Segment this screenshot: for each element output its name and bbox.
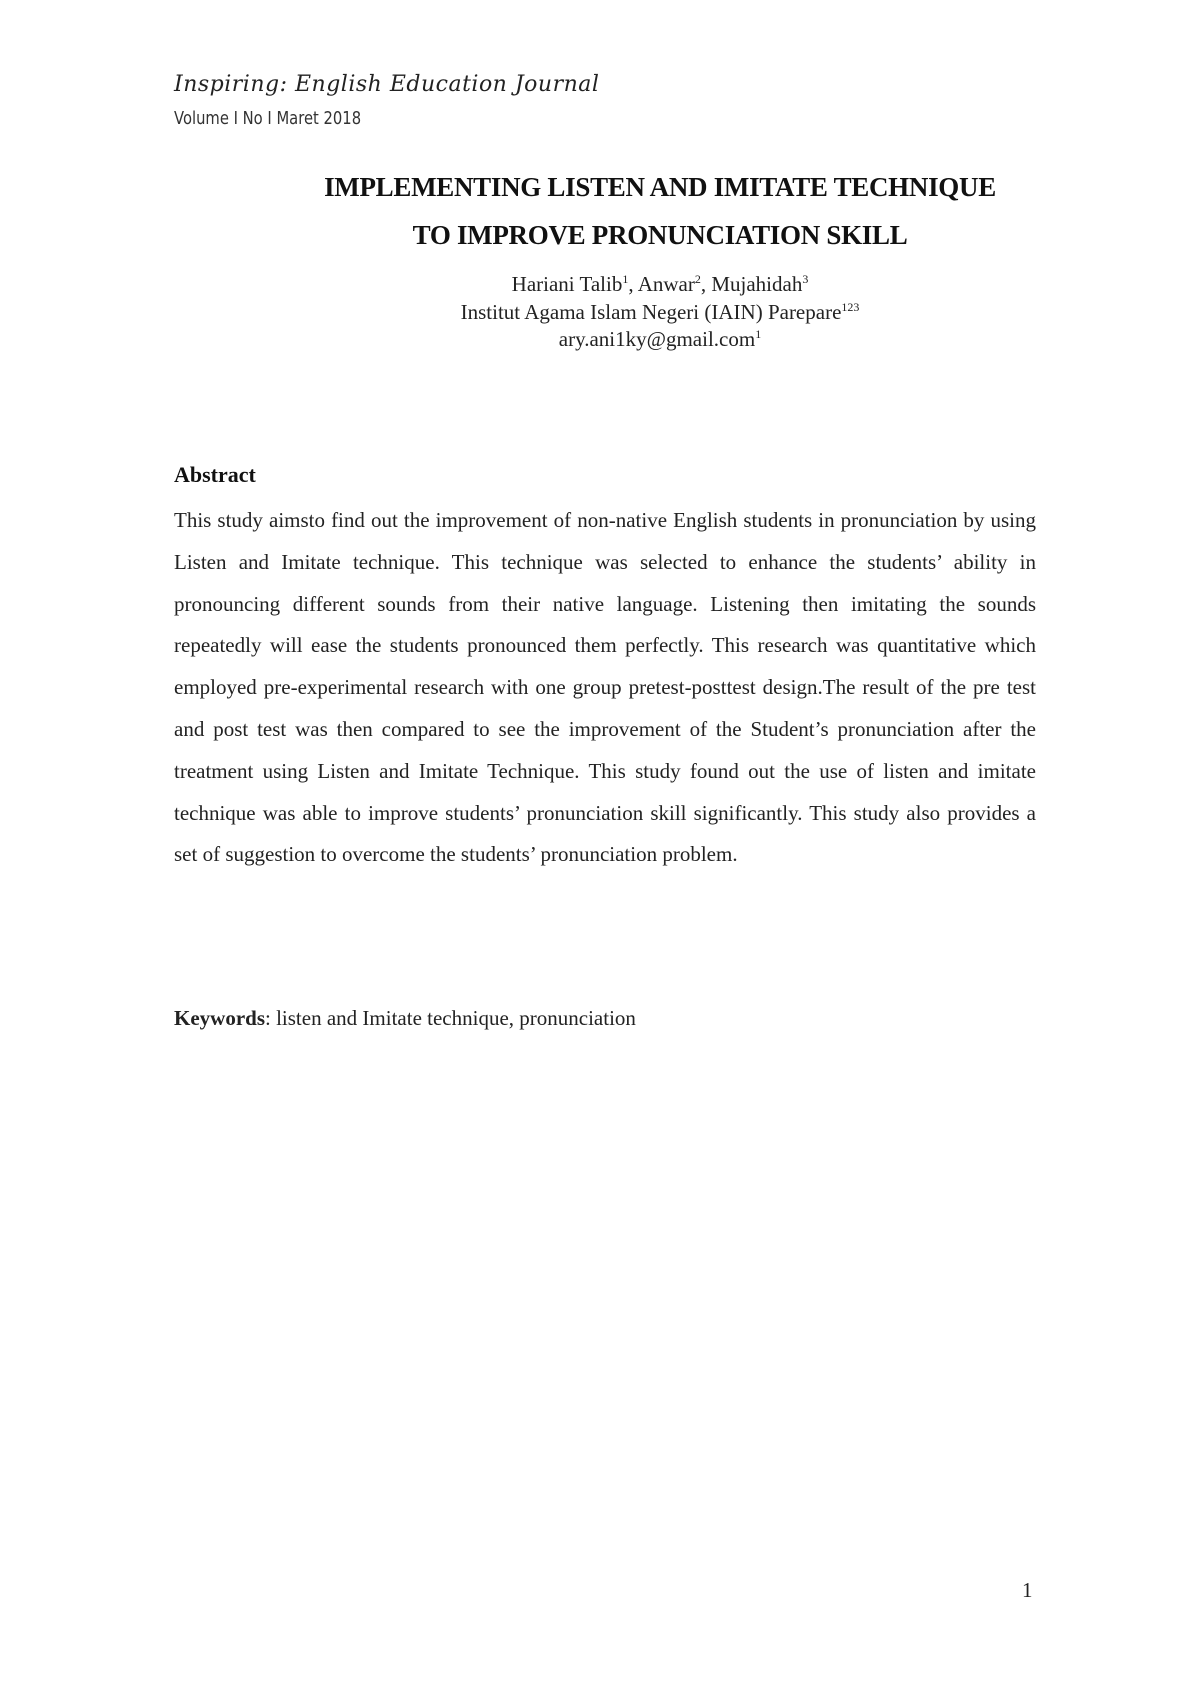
keywords-separator: : xyxy=(265,1006,277,1030)
journal-volume: Volume I No I Maret 2018 xyxy=(174,108,362,129)
author-affiliation-mark: 1 xyxy=(622,272,629,286)
email-address: ary.ani1ky@gmail.com xyxy=(558,327,756,351)
author-name: Anwar xyxy=(637,272,695,296)
paper-title-line-2: TO IMPROVE PRONUNCIATION SKILL xyxy=(412,220,908,250)
abstract-heading: Abstract xyxy=(174,462,256,487)
author-name: Mujahidah xyxy=(711,272,803,296)
author-email xyxy=(0,327,1200,352)
keywords-line xyxy=(174,1006,636,1031)
institution-name: Institut Agama Islam Negeri (IAIN) Parepare xyxy=(460,300,842,324)
paper-title-line-1: IMPLEMENTING LISTEN AND IMITATE TECHNIQUE xyxy=(324,172,996,202)
keywords-label: Keywords xyxy=(174,1006,265,1030)
email-affiliation-mark: 1 xyxy=(755,327,762,341)
keywords-text: listen and Imitate technique, pronunciation xyxy=(276,1006,636,1030)
author-institution xyxy=(0,300,1200,325)
institution-affiliation-mark: 123 xyxy=(841,300,860,314)
journal-name: Inspiring: English Education Journal xyxy=(174,72,600,97)
author-affiliation-mark: 3 xyxy=(802,272,809,286)
author-name: Hariani Talib xyxy=(511,272,623,296)
author-affiliation-mark: 2 xyxy=(694,272,701,286)
author-list: Hariani Talib$^1$, Anwar$^2$, Mujahidah$^3$ xyxy=(511,272,809,296)
abstract-body: This study aimsto find out the improvement of non-native English students in pronunciation by using Listen and Imitate technique. This technique was selected to enhance the students’ ability in pronouncing different sounds from their native language. Listening then imitating the sounds repeatedly will ease the students pronounced them perfectly. This research was quantitative which employed pre-experimental research with one group pretest-posttest design.The result of the pre test and post test was then compared to see the improvement of the Student’s pronunciation after the treatment using Listen and Imitate Technique. This study found out the use of listen and imitate technique was able to improve students’ pronunciation skill significantly. This study also provides a set of suggestion to overcome the students’ pronunciation problem. xyxy=(174,508,1036,867)
page-number: 1 xyxy=(1022,1578,1033,1602)
